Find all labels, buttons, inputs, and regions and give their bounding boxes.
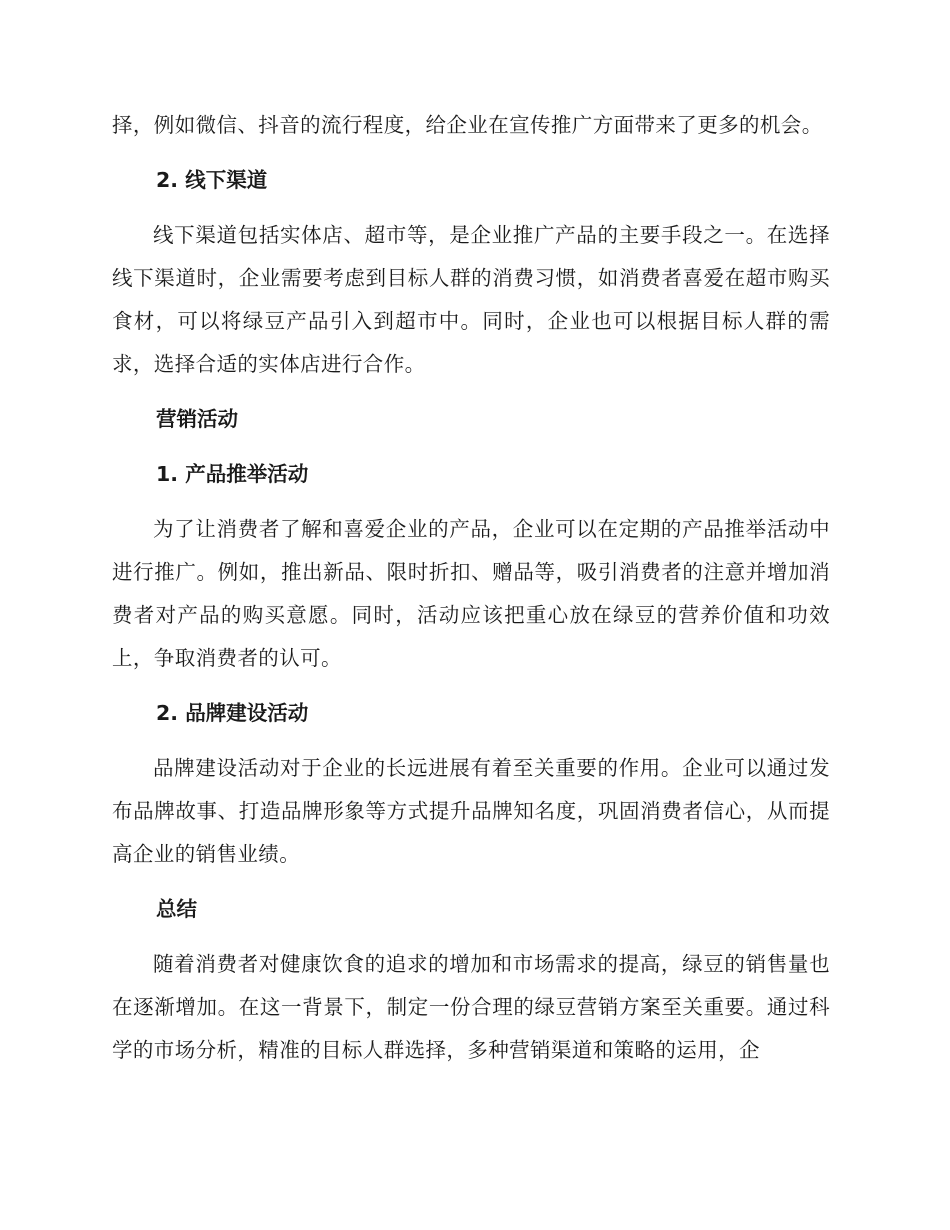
paragraph-social-media-continued: 择，例如微信、抖音的流行程度，给企业在宣传推广方面带来了更多的机会。 [112,113,823,137]
paragraph-brand-building: 品牌建设活动对于企业的长远进展有着至关重要的作用。企业可以通过发布品牌故事、打造品牌形象等方式提升品牌知名度，巩固消费者信心，从而提高企业的销售业绩。 [112,756,830,866]
paragraph-summary: 随着消费者对健康饮食的追求的增加和市场需求的提高，绿豆的销售量也在逐渐增加。在这一背景下，制定一份合理的绿豆营销方案至关重要。通过科学的市场分析，精准的目标人群选择，多种营销渠道和策略的运用，企 [112,952,830,1062]
paragraph-product-promotion: 为了让消费者了解和喜爱企业的产品，企业可以在定期的产品推举活动中进行推广。例如，推出新品、限时折扣、赠品等，吸引消费者的注意并增加消费者对产品的购买意愿。同时，活动应该把重心放在绿豆的营养价值和功效上，争取消费者的认可。 [112,517,830,670]
heading-offline-channels: 2. 线下渠道 [156,168,268,192]
heading-marketing-activities: 营销活动 [156,407,238,431]
document-page [112,104,830,1072]
heading-brand-building: 2. 品牌建设活动 [156,701,309,725]
paragraph-offline-channels: 线下渠道包括实体店、超市等，是企业推广产品的主要手段之一。在选择线下渠道时，企业需要考虑到目标人群的消费习惯，如消费者喜爱在超市购买食材，可以将绿豆产品引入到超市中。同时，企业也可以根据目标人群的需求，选择合适的实体店进行合作。 [112,223,830,376]
heading-summary: 总结 [156,897,197,921]
heading-product-promotion: 1. 产品推举活动 [156,462,309,486]
